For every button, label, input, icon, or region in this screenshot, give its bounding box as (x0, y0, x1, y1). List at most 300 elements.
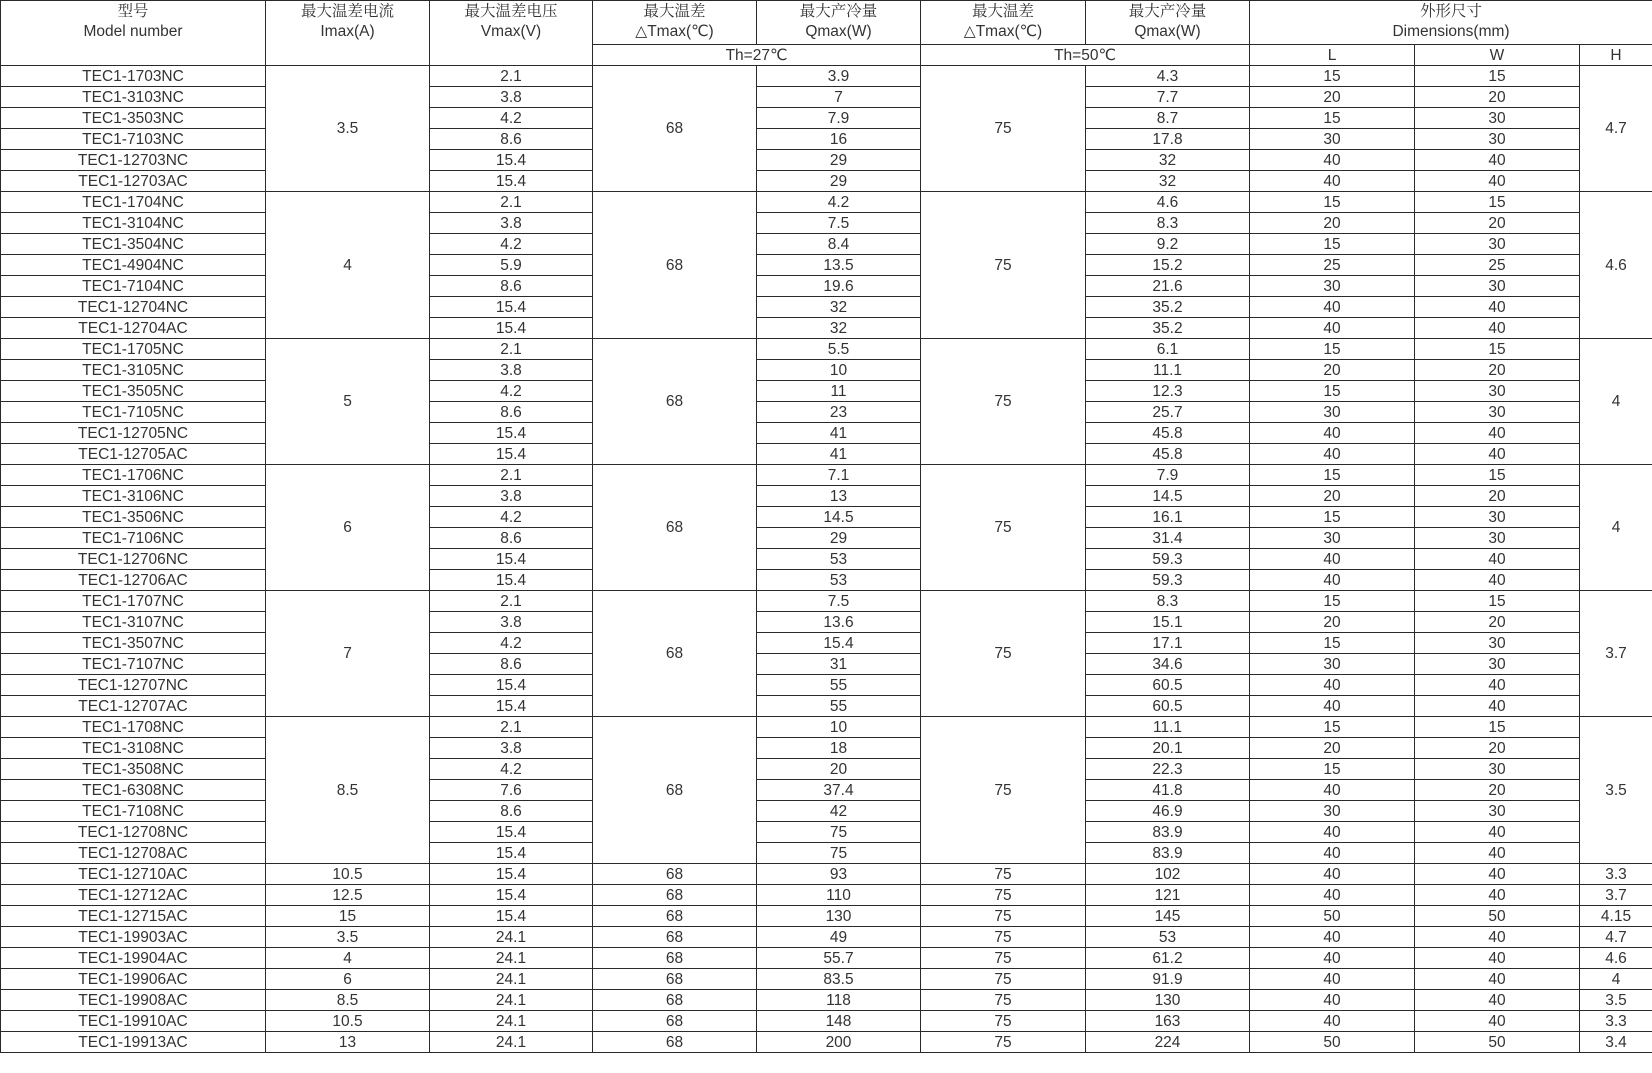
cell-model: TEC1-3108NC (1, 738, 266, 759)
cell-length: 40 (1250, 675, 1415, 696)
cell-length: 50 (1250, 906, 1415, 927)
table-row (1, 66, 1652, 87)
cell-height: 4 (1580, 465, 1652, 591)
table-row (1, 738, 1652, 759)
cell-tmax-27: 68 (593, 885, 757, 906)
cell-vmax: 4.2 (430, 381, 593, 402)
cell-vmax: 15.4 (430, 906, 593, 927)
table-row (1, 864, 1652, 885)
cell-qmax-50: 12.3 (1086, 381, 1250, 402)
cell-length: 40 (1250, 444, 1415, 465)
cell-length: 40 (1250, 948, 1415, 969)
table-row (1, 696, 1652, 717)
cell-tmax-50: 75 (921, 990, 1086, 1011)
cell-model: TEC1-12708NC (1, 822, 266, 843)
cell-length: 40 (1250, 822, 1415, 843)
header-imax-zh: 最大温差电流 (300, 3, 394, 20)
cell-qmax-27: 10 (757, 360, 921, 381)
cell-length: 15 (1250, 381, 1415, 402)
table-row (1, 759, 1652, 780)
cell-height: 3.3 (1580, 864, 1652, 885)
cell-length: 40 (1250, 150, 1415, 171)
cell-tmax-50: 75 (921, 1032, 1086, 1053)
cell-qmax-50: 121 (1086, 885, 1250, 906)
cell-width: 30 (1415, 759, 1580, 780)
header-tmax-50-en: △Tmax(℃) (963, 23, 1043, 40)
cell-model: TEC1-12703AC (1, 171, 266, 192)
cell-length: 20 (1250, 486, 1415, 507)
table-row (1, 129, 1652, 150)
cell-width: 30 (1415, 801, 1580, 822)
cell-model: TEC1-12707NC (1, 675, 266, 696)
cell-imax: 15 (266, 906, 430, 927)
cell-height: 4.15 (1580, 906, 1652, 927)
cell-model: TEC1-1705NC (1, 339, 266, 360)
cell-qmax-50: 83.9 (1086, 822, 1250, 843)
cell-vmax: 24.1 (430, 1011, 593, 1032)
cell-width: 15 (1415, 192, 1580, 213)
header-length: L (1250, 45, 1415, 66)
cell-qmax-50: 45.8 (1086, 423, 1250, 444)
cell-qmax-50: 60.5 (1086, 696, 1250, 717)
cell-imax: 8.5 (266, 717, 430, 864)
cell-qmax-27: 55 (757, 696, 921, 717)
cell-qmax-27: 3.9 (757, 66, 921, 87)
cell-vmax: 15.4 (430, 444, 593, 465)
cell-qmax-50: 102 (1086, 864, 1250, 885)
cell-vmax: 24.1 (430, 990, 593, 1011)
cell-model: TEC1-12706AC (1, 570, 266, 591)
cell-qmax-27: 10 (757, 717, 921, 738)
cell-imax: 12.5 (266, 885, 430, 906)
cell-model: TEC1-7106NC (1, 528, 266, 549)
cell-qmax-27: 49 (757, 927, 921, 948)
cell-imax: 4 (266, 192, 430, 339)
table-row (1, 1032, 1652, 1053)
cell-vmax: 5.9 (430, 255, 593, 276)
cell-qmax-27: 4.2 (757, 192, 921, 213)
cell-length: 15 (1250, 465, 1415, 486)
cell-vmax: 15.4 (430, 150, 593, 171)
cell-vmax: 24.1 (430, 948, 593, 969)
cell-vmax: 15.4 (430, 864, 593, 885)
cell-imax: 4 (266, 948, 430, 969)
cell-qmax-50: 83.9 (1086, 843, 1250, 864)
cell-qmax-50: 9.2 (1086, 234, 1250, 255)
cell-vmax: 2.1 (430, 717, 593, 738)
cell-vmax: 24.1 (430, 1032, 593, 1053)
cell-model: TEC1-19904AC (1, 948, 266, 969)
cell-tmax-50: 75 (921, 927, 1086, 948)
cell-qmax-27: 16 (757, 129, 921, 150)
cell-vmax: 15.4 (430, 675, 593, 696)
cell-vmax: 4.2 (430, 507, 593, 528)
cell-model: TEC1-7105NC (1, 402, 266, 423)
header-dimensions-en: Dimensions(mm) (1392, 23, 1510, 40)
cell-qmax-50: 22.3 (1086, 759, 1250, 780)
table-row (1, 717, 1652, 738)
cell-tmax-27: 68 (593, 66, 757, 192)
table-row (1, 444, 1652, 465)
cell-length: 40 (1250, 171, 1415, 192)
cell-qmax-50: 17.1 (1086, 633, 1250, 654)
header-dimensions (1250, 1, 1652, 45)
header-height: H (1580, 45, 1652, 66)
cell-length: 15 (1250, 339, 1415, 360)
cell-model: TEC1-19910AC (1, 1011, 266, 1032)
cell-width: 15 (1415, 465, 1580, 486)
cell-vmax: 8.6 (430, 129, 593, 150)
cell-width: 40 (1415, 990, 1580, 1011)
cell-vmax: 4.2 (430, 234, 593, 255)
cell-vmax: 24.1 (430, 969, 593, 990)
cell-tmax-27: 68 (593, 927, 757, 948)
cell-qmax-27: 13 (757, 486, 921, 507)
cell-vmax: 2.1 (430, 66, 593, 87)
cell-length: 40 (1250, 780, 1415, 801)
cell-width: 40 (1415, 822, 1580, 843)
cell-length: 40 (1250, 843, 1415, 864)
table-row (1, 360, 1652, 381)
cell-model: TEC1-12707AC (1, 696, 266, 717)
cell-qmax-50: 35.2 (1086, 297, 1250, 318)
cell-imax: 6 (266, 465, 430, 591)
table-row (1, 318, 1652, 339)
cell-width: 30 (1415, 654, 1580, 675)
cell-height: 4.6 (1580, 192, 1652, 339)
cell-qmax-27: 75 (757, 822, 921, 843)
header-th-50: Th=50℃ (921, 45, 1250, 66)
cell-width: 20 (1415, 780, 1580, 801)
cell-width: 40 (1415, 843, 1580, 864)
cell-width: 20 (1415, 738, 1580, 759)
table-row (1, 192, 1652, 213)
cell-width: 30 (1415, 129, 1580, 150)
cell-qmax-50: 15.1 (1086, 612, 1250, 633)
table-row (1, 297, 1652, 318)
cell-tmax-27: 68 (593, 339, 757, 465)
cell-length: 40 (1250, 570, 1415, 591)
cell-model: TEC1-3507NC (1, 633, 266, 654)
cell-model: TEC1-3508NC (1, 759, 266, 780)
cell-height: 3.5 (1580, 990, 1652, 1011)
cell-height: 3.5 (1580, 717, 1652, 864)
cell-length: 30 (1250, 129, 1415, 150)
cell-model: TEC1-7107NC (1, 654, 266, 675)
header-row-1 (1, 1, 1652, 45)
cell-height: 4 (1580, 339, 1652, 465)
cell-qmax-27: 110 (757, 885, 921, 906)
cell-model: TEC1-19903AC (1, 927, 266, 948)
cell-qmax-27: 130 (757, 906, 921, 927)
table-row (1, 381, 1652, 402)
cell-width: 40 (1415, 675, 1580, 696)
cell-qmax-50: 45.8 (1086, 444, 1250, 465)
cell-vmax: 2.1 (430, 339, 593, 360)
cell-qmax-27: 29 (757, 171, 921, 192)
cell-qmax-27: 83.5 (757, 969, 921, 990)
table-row (1, 549, 1652, 570)
cell-vmax: 15.4 (430, 885, 593, 906)
cell-width: 40 (1415, 444, 1580, 465)
cell-vmax: 3.8 (430, 612, 593, 633)
cell-length: 20 (1250, 612, 1415, 633)
cell-qmax-27: 7.9 (757, 108, 921, 129)
cell-qmax-27: 13.6 (757, 612, 921, 633)
table-row (1, 339, 1652, 360)
cell-length: 20 (1250, 738, 1415, 759)
cell-length: 25 (1250, 255, 1415, 276)
cell-qmax-27: 23 (757, 402, 921, 423)
cell-tmax-50: 75 (921, 906, 1086, 927)
cell-model: TEC1-19906AC (1, 969, 266, 990)
header-th-27: Th=27℃ (593, 45, 921, 66)
cell-qmax-27: 37.4 (757, 780, 921, 801)
cell-length: 15 (1250, 507, 1415, 528)
cell-width: 30 (1415, 381, 1580, 402)
cell-tmax-27: 68 (593, 1032, 757, 1053)
cell-qmax-50: 8.3 (1086, 213, 1250, 234)
cell-width: 40 (1415, 885, 1580, 906)
cell-imax: 10.5 (266, 864, 430, 885)
cell-vmax: 15.4 (430, 843, 593, 864)
cell-width: 30 (1415, 507, 1580, 528)
cell-tmax-27: 68 (593, 906, 757, 927)
cell-qmax-50: 46.9 (1086, 801, 1250, 822)
cell-qmax-50: 20.1 (1086, 738, 1250, 759)
cell-vmax: 8.6 (430, 801, 593, 822)
cell-length: 40 (1250, 318, 1415, 339)
cell-width: 40 (1415, 297, 1580, 318)
cell-vmax: 8.6 (430, 402, 593, 423)
cell-vmax: 15.4 (430, 318, 593, 339)
table-row (1, 675, 1652, 696)
cell-width: 40 (1415, 318, 1580, 339)
cell-imax: 13 (266, 1032, 430, 1053)
cell-model: TEC1-12706NC (1, 549, 266, 570)
cell-length: 40 (1250, 885, 1415, 906)
header-tmax-50 (921, 1, 1086, 45)
cell-qmax-50: 53 (1086, 927, 1250, 948)
cell-imax: 7 (266, 591, 430, 717)
cell-width: 20 (1415, 360, 1580, 381)
table-row (1, 780, 1652, 801)
cell-vmax: 4.2 (430, 108, 593, 129)
cell-qmax-50: 34.6 (1086, 654, 1250, 675)
cell-length: 30 (1250, 402, 1415, 423)
header-tmax-50-zh: 最大温差 (971, 3, 1034, 20)
table-row (1, 87, 1652, 108)
cell-qmax-50: 8.3 (1086, 591, 1250, 612)
cell-length: 40 (1250, 423, 1415, 444)
cell-qmax-50: 61.2 (1086, 948, 1250, 969)
cell-model: TEC1-12704NC (1, 297, 266, 318)
header-width: W (1415, 45, 1580, 66)
cell-qmax-50: 163 (1086, 1011, 1250, 1032)
cell-qmax-27: 148 (757, 1011, 921, 1032)
cell-width: 30 (1415, 234, 1580, 255)
cell-model: TEC1-1706NC (1, 465, 266, 486)
cell-length: 40 (1250, 549, 1415, 570)
cell-tmax-50: 75 (921, 864, 1086, 885)
cell-width: 15 (1415, 339, 1580, 360)
table-row (1, 1011, 1652, 1032)
header-model (1, 1, 266, 66)
table-row (1, 423, 1652, 444)
cell-qmax-27: 7.5 (757, 213, 921, 234)
cell-length: 15 (1250, 633, 1415, 654)
cell-height: 3.7 (1580, 885, 1652, 906)
cell-length: 40 (1250, 927, 1415, 948)
cell-vmax: 15.4 (430, 297, 593, 318)
cell-imax: 5 (266, 339, 430, 465)
cell-model: TEC1-3504NC (1, 234, 266, 255)
cell-tmax-27: 68 (593, 1011, 757, 1032)
table-row (1, 171, 1652, 192)
cell-vmax: 3.8 (430, 87, 593, 108)
cell-qmax-27: 41 (757, 423, 921, 444)
cell-tmax-27: 68 (593, 591, 757, 717)
cell-width: 40 (1415, 570, 1580, 591)
cell-length: 40 (1250, 1011, 1415, 1032)
cell-height: 4 (1580, 969, 1652, 990)
cell-qmax-27: 55 (757, 675, 921, 696)
cell-vmax: 4.2 (430, 633, 593, 654)
cell-model: TEC1-3105NC (1, 360, 266, 381)
cell-width: 15 (1415, 66, 1580, 87)
cell-width: 15 (1415, 591, 1580, 612)
cell-qmax-50: 224 (1086, 1032, 1250, 1053)
header-vmax (430, 1, 593, 66)
cell-tmax-50: 75 (921, 717, 1086, 864)
header-qmax-50 (1086, 1, 1250, 45)
cell-qmax-27: 14.5 (757, 507, 921, 528)
cell-width: 40 (1415, 969, 1580, 990)
cell-model: TEC1-7108NC (1, 801, 266, 822)
cell-model: TEC1-3107NC (1, 612, 266, 633)
table-row (1, 927, 1652, 948)
cell-tmax-27: 68 (593, 717, 757, 864)
cell-qmax-27: 7.5 (757, 591, 921, 612)
cell-model: TEC1-1707NC (1, 591, 266, 612)
cell-qmax-50: 130 (1086, 990, 1250, 1011)
cell-tmax-50: 75 (921, 339, 1086, 465)
cell-qmax-50: 17.8 (1086, 129, 1250, 150)
table-row (1, 591, 1652, 612)
cell-qmax-50: 59.3 (1086, 570, 1250, 591)
cell-model: TEC1-12710AC (1, 864, 266, 885)
cell-model: TEC1-12703NC (1, 150, 266, 171)
header-qmax-27 (757, 1, 921, 45)
cell-imax: 8.5 (266, 990, 430, 1011)
cell-width: 20 (1415, 612, 1580, 633)
cell-tmax-27: 68 (593, 969, 757, 990)
cell-qmax-27: 118 (757, 990, 921, 1011)
table-row (1, 633, 1652, 654)
cell-tmax-50: 75 (921, 465, 1086, 591)
cell-length: 40 (1250, 297, 1415, 318)
cell-model: TEC1-3106NC (1, 486, 266, 507)
cell-model: TEC1-19913AC (1, 1032, 266, 1053)
header-qmax-50-zh: 最大产冷量 (1128, 3, 1207, 20)
table-row (1, 402, 1652, 423)
cell-qmax-27: 7.1 (757, 465, 921, 486)
header-imax-en: Imax(A) (320, 23, 375, 40)
cell-vmax: 2.1 (430, 465, 593, 486)
cell-length: 40 (1250, 696, 1415, 717)
cell-width: 50 (1415, 906, 1580, 927)
cell-qmax-27: 19.6 (757, 276, 921, 297)
cell-tmax-50: 75 (921, 66, 1086, 192)
cell-tmax-27: 68 (593, 864, 757, 885)
cell-qmax-27: 7 (757, 87, 921, 108)
cell-width: 30 (1415, 633, 1580, 654)
cell-vmax: 15.4 (430, 549, 593, 570)
cell-vmax: 2.1 (430, 591, 593, 612)
table-header (1, 1, 1652, 66)
cell-qmax-50: 8.7 (1086, 108, 1250, 129)
table-row (1, 654, 1652, 675)
cell-vmax: 15.4 (430, 171, 593, 192)
header-vmax-zh: 最大温差电压 (464, 3, 558, 20)
cell-qmax-27: 18 (757, 738, 921, 759)
cell-tmax-50: 75 (921, 591, 1086, 717)
header-model-zh: 型号 (117, 3, 149, 20)
cell-tmax-27: 68 (593, 948, 757, 969)
cell-length: 15 (1250, 66, 1415, 87)
header-imax (266, 1, 430, 66)
cell-imax: 3.5 (266, 66, 430, 192)
table-row (1, 990, 1652, 1011)
cell-vmax: 15.4 (430, 570, 593, 591)
cell-length: 20 (1250, 360, 1415, 381)
cell-imax: 3.5 (266, 927, 430, 948)
cell-length: 15 (1250, 759, 1415, 780)
cell-qmax-50: 32 (1086, 171, 1250, 192)
cell-qmax-50: 16.1 (1086, 507, 1250, 528)
cell-height: 4.7 (1580, 66, 1652, 192)
cell-qmax-50: 91.9 (1086, 969, 1250, 990)
cell-width: 20 (1415, 87, 1580, 108)
cell-length: 15 (1250, 591, 1415, 612)
cell-tmax-50: 75 (921, 885, 1086, 906)
cell-qmax-50: 41.8 (1086, 780, 1250, 801)
cell-imax: 6 (266, 969, 430, 990)
cell-model: TEC1-3503NC (1, 108, 266, 129)
table-row (1, 969, 1652, 990)
cell-tmax-50: 75 (921, 948, 1086, 969)
cell-model: TEC1-3506NC (1, 507, 266, 528)
table-row (1, 528, 1652, 549)
cell-tmax-27: 68 (593, 465, 757, 591)
cell-vmax: 8.6 (430, 654, 593, 675)
table-body (1, 66, 1652, 1053)
cell-qmax-27: 42 (757, 801, 921, 822)
table-row (1, 843, 1652, 864)
cell-qmax-50: 6.1 (1086, 339, 1250, 360)
cell-qmax-50: 7.9 (1086, 465, 1250, 486)
cell-vmax: 3.8 (430, 738, 593, 759)
cell-qmax-27: 29 (757, 528, 921, 549)
cell-width: 40 (1415, 549, 1580, 570)
cell-imax: 10.5 (266, 1011, 430, 1032)
cell-vmax: 3.8 (430, 360, 593, 381)
cell-width: 30 (1415, 528, 1580, 549)
cell-qmax-50: 32 (1086, 150, 1250, 171)
table-row (1, 612, 1652, 633)
cell-qmax-27: 5.5 (757, 339, 921, 360)
cell-qmax-27: 13.5 (757, 255, 921, 276)
